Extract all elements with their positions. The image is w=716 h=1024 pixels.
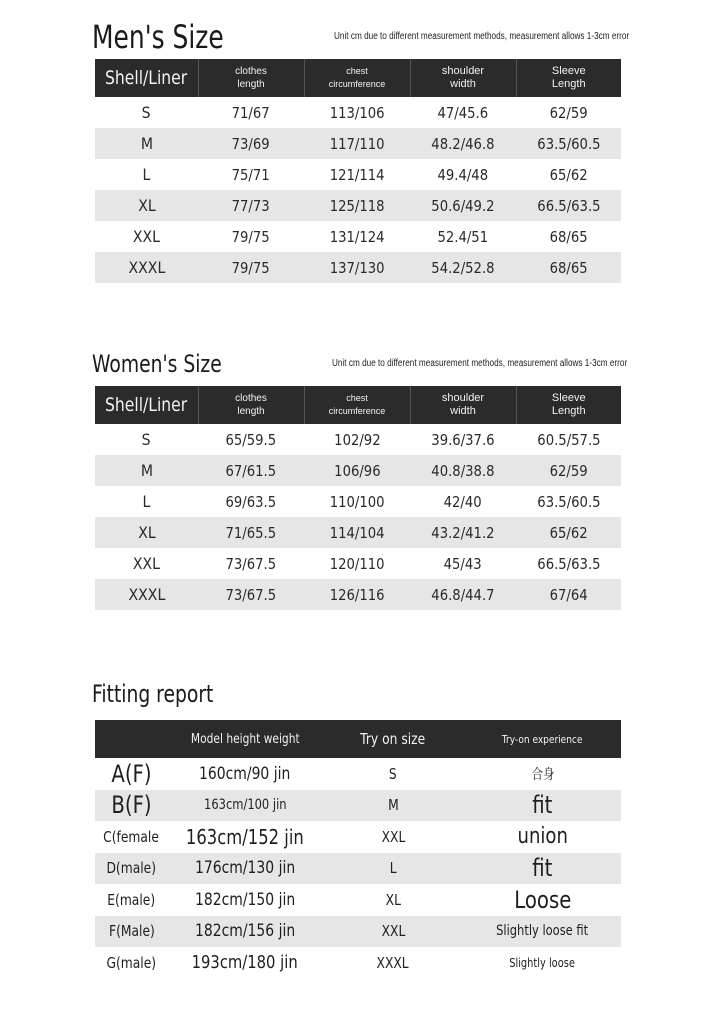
height-weight-cell: 163cm/152 jin <box>186 824 304 849</box>
shoulder-cell: 43.2/41.2 <box>410 517 516 548</box>
chest-cell: 121/114 <box>329 165 385 184</box>
womens-size-table <box>95 386 621 610</box>
size-cell: L <box>142 492 151 511</box>
table-row <box>95 252 621 283</box>
model-cell: A(F) <box>111 759 152 788</box>
shoulder-cell: 47/45.6 <box>437 103 489 122</box>
header-chest-circumference: chest circumference <box>304 59 410 97</box>
clothes-length-cell: 77/73 <box>198 190 304 221</box>
chest-cell: 137/130 <box>304 252 410 283</box>
table-row <box>95 790 621 822</box>
womens-unit-note: Unit cm due to different measurement methods, measurement allows 1-3cm error <box>332 358 628 369</box>
model-cell: B(F) <box>95 790 168 822</box>
height-weight-cell: 160cm/90 jin <box>199 763 291 784</box>
model-cell: F(Male) <box>95 916 168 948</box>
header-chest-circumference: chest circumference <box>304 386 410 424</box>
height-weight-cell: 176cm/130 jin <box>168 853 322 885</box>
try-on-size-cell: XL <box>385 890 401 909</box>
clothes-length-cell: 75/71 <box>231 165 271 184</box>
header-model-height-weight: Model height weight <box>168 720 322 758</box>
sleeve-cell: 65/62 <box>516 517 621 548</box>
height-weight-cell: 163cm/100 jin <box>168 790 322 822</box>
chest-cell: 120/110 <box>329 554 385 573</box>
header-shoulder-width: shoulder width <box>410 59 516 97</box>
table-header-row <box>95 59 621 97</box>
header-try-on-experience: Try-on experience <box>464 720 621 758</box>
model-cell: C(female <box>103 827 160 846</box>
size-cell: M <box>95 455 198 486</box>
size-cell: XXXL <box>95 579 198 610</box>
chest-cell: 106/96 <box>304 455 410 486</box>
experience-cell: Slightly loose <box>509 955 576 970</box>
shoulder-cell: 45/43 <box>443 554 483 573</box>
sleeve-cell: 66.5/63.5 <box>536 554 601 573</box>
sleeve-cell: 66.5/63.5 <box>516 190 621 221</box>
table-row <box>95 128 621 159</box>
table-header-row <box>95 386 621 424</box>
experience-cell: union <box>517 824 568 850</box>
header-clothes-length: clothes length <box>198 386 304 424</box>
chest-cell: 110/100 <box>329 492 385 511</box>
chest-cell: 113/106 <box>329 103 385 122</box>
header-model <box>95 720 168 758</box>
shoulder-cell: 39.6/37.6 <box>431 430 495 449</box>
table-row <box>95 221 621 252</box>
size-cell: XL <box>95 190 198 221</box>
clothes-length-cell: 73/67.5 <box>225 554 277 573</box>
shoulder-cell: 40.8/38.8 <box>410 455 516 486</box>
fitting-report-title: Fitting report <box>92 680 214 708</box>
size-cell: L <box>142 165 151 184</box>
chest-cell: 126/116 <box>304 579 410 610</box>
table-row <box>95 97 621 128</box>
try-on-size-cell: XXXL <box>376 953 410 972</box>
clothes-length-cell: 73/67.5 <box>198 579 304 610</box>
experience-cell: 合身 <box>531 766 554 783</box>
table-row <box>95 579 621 610</box>
height-weight-cell: 182cm/150 jin <box>194 889 296 910</box>
sleeve-cell: 63.5/60.5 <box>516 128 621 159</box>
clothes-length-cell: 79/75 <box>231 227 271 246</box>
table-row <box>95 853 621 885</box>
fitting-report-table <box>95 720 621 979</box>
experience-cell: fit <box>464 853 621 885</box>
sleeve-cell: 63.5/60.5 <box>536 492 601 511</box>
header-try-on-size: Try on size <box>322 720 464 758</box>
sleeve-cell: 68/65 <box>549 227 588 246</box>
mens-unit-note: Unit cm due to different measurement methods, measurement allows 1-3cm error <box>334 31 630 42</box>
chest-cell: 114/104 <box>304 517 410 548</box>
header-sleeve-length: Sleeve Length <box>516 386 621 424</box>
chest-cell: 125/118 <box>304 190 410 221</box>
size-cell: XXXL <box>95 252 198 283</box>
size-cell: XXL <box>132 554 161 573</box>
experience-cell: Loose <box>513 885 572 914</box>
table-row <box>95 548 621 579</box>
model-cell: G(male) <box>106 953 157 972</box>
clothes-length-cell: 69/63.5 <box>225 492 277 511</box>
size-cell: M <box>95 128 198 159</box>
table-row <box>95 821 621 853</box>
clothes-length-cell: 65/59.5 <box>225 430 277 449</box>
model-cell: D(male) <box>95 853 168 885</box>
header-shell-liner: Shell/Liner <box>95 59 198 97</box>
sleeve-cell: 62/59 <box>549 103 588 122</box>
table-row <box>95 424 621 455</box>
table-header-row <box>95 720 621 758</box>
try-on-size-cell: M <box>322 790 464 822</box>
sleeve-cell: 67/64 <box>516 579 621 610</box>
chest-cell: 131/124 <box>329 227 385 246</box>
size-cell: S <box>142 430 151 449</box>
chest-cell: 102/92 <box>333 430 381 449</box>
shoulder-cell: 48.2/46.8 <box>410 128 516 159</box>
experience-cell: Slightly loose fit <box>464 916 621 948</box>
table-row <box>95 916 621 948</box>
shoulder-cell: 49.4/48 <box>437 165 489 184</box>
table-row <box>95 159 621 190</box>
mens-size-table <box>95 59 621 283</box>
try-on-size-cell: XXL <box>381 827 405 846</box>
clothes-length-cell: 71/65.5 <box>198 517 304 548</box>
chest-cell: 117/110 <box>304 128 410 159</box>
table-row <box>95 455 621 486</box>
mens-size-title: Men's Size <box>92 18 224 56</box>
try-on-size-cell: XXL <box>322 916 464 948</box>
header-shell-liner: Shell/Liner <box>95 386 198 424</box>
clothes-length-cell: 73/69 <box>198 128 304 159</box>
table-row <box>95 517 621 548</box>
shoulder-cell: 42/40 <box>443 492 483 511</box>
sleeve-cell: 68/65 <box>516 252 621 283</box>
womens-size-title: Women's Size <box>92 350 222 378</box>
try-on-size-cell: L <box>322 853 464 885</box>
size-cell: XXL <box>132 227 161 246</box>
table-row <box>95 486 621 517</box>
table-row <box>95 947 621 979</box>
header-shoulder-width: shoulder width <box>410 386 516 424</box>
clothes-length-cell: 71/67 <box>231 103 271 122</box>
shoulder-cell: 50.6/49.2 <box>410 190 516 221</box>
table-row <box>95 884 621 916</box>
experience-cell: fit <box>464 790 621 822</box>
header-sleeve-length: Sleeve Length <box>516 59 621 97</box>
height-weight-cell: 182cm/156 jin <box>168 916 322 948</box>
model-cell: E(male) <box>107 890 156 909</box>
shoulder-cell: 46.8/44.7 <box>410 579 516 610</box>
sleeve-cell: 62/59 <box>516 455 621 486</box>
try-on-size-cell: S <box>389 764 397 783</box>
sleeve-cell: 65/62 <box>549 165 588 184</box>
size-cell: XL <box>95 517 198 548</box>
sleeve-cell: 60.5/57.5 <box>536 430 601 449</box>
header-clothes-length: clothes length <box>198 59 304 97</box>
shoulder-cell: 54.2/52.8 <box>410 252 516 283</box>
table-row <box>95 190 621 221</box>
clothes-length-cell: 67/61.5 <box>198 455 304 486</box>
clothes-length-cell: 79/75 <box>198 252 304 283</box>
size-cell: S <box>142 103 151 122</box>
shoulder-cell: 52.4/51 <box>437 227 489 246</box>
table-row <box>95 758 621 790</box>
height-weight-cell: 193cm/180 jin <box>191 952 299 974</box>
